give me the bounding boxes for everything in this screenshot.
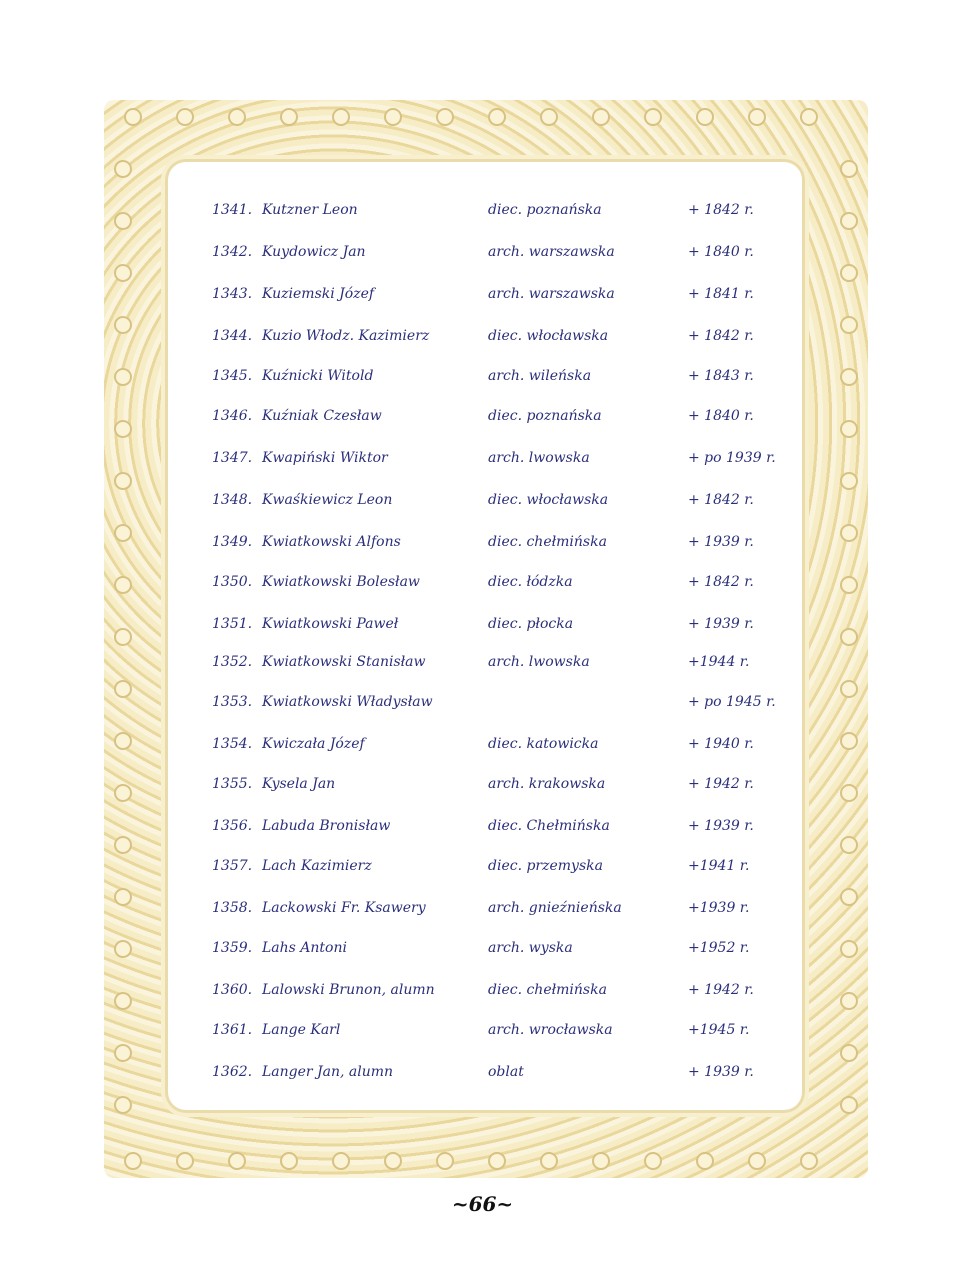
border-ornament — [436, 1152, 454, 1170]
border-ornament — [176, 1152, 194, 1170]
record-sheet — [168, 162, 802, 1110]
record-death: + 1842 r. — [688, 328, 754, 344]
border-ornament — [592, 1152, 610, 1170]
border-ornament — [124, 1152, 142, 1170]
border-ornament — [114, 368, 132, 386]
record-number: 1355. — [212, 776, 253, 792]
border-ornament — [488, 1152, 506, 1170]
record-name: Kysela Jan — [262, 776, 336, 792]
record-death: + po 1945 r. — [688, 694, 776, 710]
record-name: Kwiatkowski Alfons — [262, 534, 401, 550]
border-ornament — [840, 212, 858, 230]
border-ornament — [840, 316, 858, 334]
record-number: 1352. — [212, 654, 253, 670]
record-row — [168, 450, 802, 480]
record-death: + 1841 r. — [688, 286, 754, 302]
border-ornament — [114, 472, 132, 490]
record-name: Kwiatkowski Paweł — [262, 616, 399, 632]
border-ornament — [114, 992, 132, 1010]
record-number: 1348. — [212, 492, 253, 508]
border-ornament — [384, 1152, 402, 1170]
record-death: + po 1939 r. — [688, 450, 776, 466]
border-ornament — [114, 1096, 132, 1114]
record-row — [168, 534, 802, 564]
border-ornament — [644, 1152, 662, 1170]
border-ornament — [114, 888, 132, 906]
border-ornament — [840, 680, 858, 698]
record-row — [168, 244, 802, 274]
border-ornament — [840, 1044, 858, 1062]
record-diocese: diec. włocławska — [488, 328, 609, 344]
border-ornament — [384, 108, 402, 126]
border-ornament — [840, 888, 858, 906]
border-ornament — [176, 108, 194, 126]
border-ornament — [748, 108, 766, 126]
border-ornament — [114, 420, 132, 438]
record-number: 1345. — [212, 368, 253, 384]
record-diocese: diec. Chełmińska — [488, 818, 610, 834]
record-diocese: arch. warszawska — [488, 286, 615, 302]
border-ornament — [840, 264, 858, 282]
record-name: Lalowski Brunon, alumn — [262, 982, 435, 998]
record-row — [168, 1064, 802, 1094]
record-row — [168, 982, 802, 1012]
record-number: 1354. — [212, 736, 253, 752]
record-name: Kwaśkiewicz Leon — [262, 492, 393, 508]
record-number: 1357. — [212, 858, 253, 874]
border-ornament — [840, 940, 858, 958]
record-number: 1361. — [212, 1022, 253, 1038]
border-ornament — [436, 108, 454, 126]
record-death: + 1942 r. — [688, 982, 754, 998]
record-number: 1353. — [212, 694, 253, 710]
border-ornament — [696, 1152, 714, 1170]
border-ornament — [800, 108, 818, 126]
border-ornament — [114, 160, 132, 178]
border-ornament — [114, 1044, 132, 1062]
record-death: + 1940 r. — [688, 736, 754, 752]
record-diocese: arch. wyska — [488, 940, 573, 956]
record-death: + 1842 r. — [688, 202, 754, 218]
record-row — [168, 900, 802, 930]
border-ornament — [592, 108, 610, 126]
record-name: Kwiatkowski Bolesław — [262, 574, 420, 590]
record-number: 1347. — [212, 450, 253, 466]
record-diocese: diec. chełmińska — [488, 982, 607, 998]
record-name: Lackowski Fr. Ksawery — [262, 900, 426, 916]
border-ornament — [840, 1096, 858, 1114]
record-death: + 1939 r. — [688, 616, 754, 632]
border-ornament — [114, 576, 132, 594]
record-number: 1350. — [212, 574, 253, 590]
record-diocese: diec. włocławska — [488, 492, 609, 508]
record-diocese: oblat — [488, 1064, 524, 1080]
record-name: Labuda Bronisław — [262, 818, 391, 834]
record-diocese: diec. katowicka — [488, 736, 599, 752]
record-name: Kuziemski Józef — [262, 286, 375, 302]
border-ornament — [840, 472, 858, 490]
record-row — [168, 408, 802, 438]
record-diocese: arch. gnieźnieńska — [488, 900, 622, 916]
border-ornament — [228, 1152, 246, 1170]
record-diocese: diec. chełmińska — [488, 534, 607, 550]
border-ornament — [840, 836, 858, 854]
record-row — [168, 492, 802, 522]
record-name: Kuźnicki Witold — [262, 368, 374, 384]
record-name: Kutzner Leon — [262, 202, 358, 218]
border-ornament — [280, 1152, 298, 1170]
record-diocese: arch. warszawska — [488, 244, 615, 260]
border-ornament — [114, 940, 132, 958]
record-row — [168, 776, 802, 806]
border-ornament — [114, 628, 132, 646]
border-ornament — [114, 732, 132, 750]
border-ornament — [840, 628, 858, 646]
record-name: Kuźniak Czesław — [262, 408, 382, 424]
record-diocese: diec. poznańska — [488, 202, 602, 218]
record-name: Lahs Antoni — [262, 940, 347, 956]
record-diocese: arch. wileńska — [488, 368, 592, 384]
record-row — [168, 694, 802, 724]
record-name: Kwapiński Wiktor — [262, 450, 388, 466]
border-ornament — [114, 836, 132, 854]
border-ornament — [644, 108, 662, 126]
record-death: +1939 r. — [688, 900, 750, 916]
border-ornament — [124, 108, 142, 126]
record-diocese: diec. poznańska — [488, 408, 602, 424]
record-death: + 1942 r. — [688, 776, 754, 792]
record-diocese: arch. lwowska — [488, 450, 590, 466]
border-ornament — [280, 108, 298, 126]
page-number: ~66~ — [451, 1192, 514, 1216]
record-diocese: diec. przemyska — [488, 858, 603, 874]
record-row — [168, 736, 802, 766]
record-number: 1342. — [212, 244, 253, 260]
record-name: Kwiczała Józef — [262, 736, 365, 752]
record-death: +1945 r. — [688, 1022, 750, 1038]
record-death: +1944 r. — [688, 654, 750, 670]
record-diocese: arch. krakowska — [488, 776, 606, 792]
record-name: Kwiatkowski Władysław — [262, 694, 433, 710]
record-death: + 1842 r. — [688, 492, 754, 508]
record-number: 1360. — [212, 982, 253, 998]
record-name: Lach Kazimierz — [262, 858, 372, 874]
record-name: Langer Jan, alumn — [262, 1064, 394, 1080]
decorative-border — [104, 100, 868, 1178]
border-ornament — [840, 732, 858, 750]
record-number: 1359. — [212, 940, 253, 956]
record-death: + 1939 r. — [688, 1064, 754, 1080]
record-death: + 1840 r. — [688, 244, 754, 260]
record-death: + 1939 r. — [688, 534, 754, 550]
record-diocese: diec. płocka — [488, 616, 574, 632]
record-name: Kuydowicz Jan — [262, 244, 366, 260]
record-name: Kuzio Włodz. Kazimierz — [262, 328, 430, 344]
record-diocese: arch. lwowska — [488, 654, 590, 670]
border-ornament — [748, 1152, 766, 1170]
border-ornament — [800, 1152, 818, 1170]
record-row — [168, 940, 802, 970]
border-ornament — [840, 160, 858, 178]
border-ornament — [840, 576, 858, 594]
border-ornament — [114, 316, 132, 334]
border-ornament — [488, 108, 506, 126]
record-number: 1341. — [212, 202, 253, 218]
border-ornament — [332, 1152, 350, 1170]
record-row — [168, 368, 802, 398]
record-row — [168, 328, 802, 358]
record-row — [168, 202, 802, 232]
border-ornament — [696, 108, 714, 126]
border-ornament — [332, 108, 350, 126]
record-death: + 1842 r. — [688, 574, 754, 590]
record-row — [168, 574, 802, 604]
border-ornament — [540, 1152, 558, 1170]
record-number: 1351. — [212, 616, 253, 632]
border-ornament — [114, 524, 132, 542]
border-ornament — [114, 784, 132, 802]
record-number: 1362. — [212, 1064, 253, 1080]
border-ornament — [840, 784, 858, 802]
record-number: 1358. — [212, 900, 253, 916]
record-number: 1343. — [212, 286, 253, 302]
record-number: 1356. — [212, 818, 253, 834]
border-ornament — [540, 108, 558, 126]
border-ornament — [114, 212, 132, 230]
record-name: Kwiatkowski Stanisław — [262, 654, 426, 670]
record-death: + 1840 r. — [688, 408, 754, 424]
border-ornament — [840, 524, 858, 542]
record-number: 1346. — [212, 408, 253, 424]
record-diocese: diec. łódzka — [488, 574, 573, 590]
record-number: 1349. — [212, 534, 253, 550]
border-ornament — [840, 420, 858, 438]
record-row — [168, 818, 802, 848]
border-ornament — [114, 680, 132, 698]
record-number: 1344. — [212, 328, 253, 344]
border-ornament — [840, 992, 858, 1010]
record-diocese: arch. wrocławska — [488, 1022, 613, 1038]
record-row — [168, 286, 802, 316]
records-list — [168, 162, 802, 1110]
border-ornament — [114, 264, 132, 282]
record-row — [168, 616, 802, 646]
record-death: + 1939 r. — [688, 818, 754, 834]
record-death: + 1843 r. — [688, 368, 754, 384]
record-row — [168, 858, 802, 888]
record-death: +1952 r. — [688, 940, 750, 956]
record-name: Lange Karl — [262, 1022, 341, 1038]
record-death: +1941 r. — [688, 858, 750, 874]
record-row — [168, 654, 802, 684]
border-ornament — [840, 368, 858, 386]
record-row — [168, 1022, 802, 1052]
border-ornament — [228, 108, 246, 126]
